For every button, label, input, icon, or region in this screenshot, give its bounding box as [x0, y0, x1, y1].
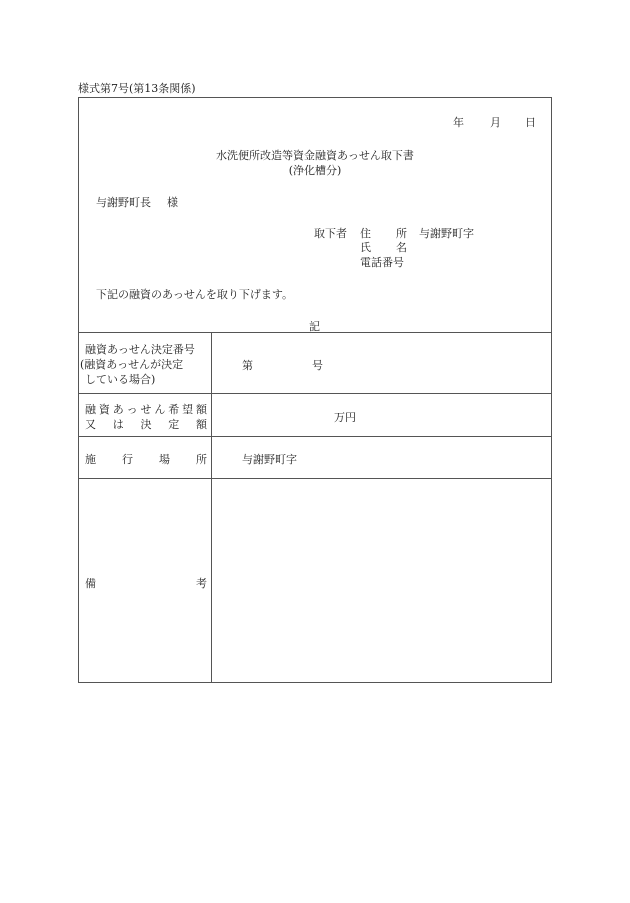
location-label	[85, 451, 207, 467]
address-label-1: 住	[360, 227, 371, 240]
location-label-char: 行	[122, 453, 133, 466]
amount-label-char: 希	[168, 403, 180, 416]
remarks-label-char: 考	[196, 577, 207, 590]
amount-label-char: 決	[140, 418, 152, 431]
document-title: 水洗便所改造等資金融資あっせん取下書	[216, 149, 414, 162]
document-subtitle: (浄化槽分)	[288, 164, 342, 177]
column-divider	[211, 332, 212, 683]
amount-label-1	[85, 401, 207, 417]
amount-label-char: は	[112, 418, 124, 431]
withdrawal-statement: 下記の融資のあっせんを取り下げます。	[96, 288, 294, 301]
decision-number-prefix: 第	[242, 359, 253, 372]
remarks-label	[85, 575, 207, 591]
divider-2	[78, 393, 552, 394]
ki-label: 記	[309, 320, 320, 333]
addressee-name: 与謝野町長	[96, 196, 151, 209]
form-frame	[78, 97, 552, 683]
address-label-2: 所	[396, 227, 407, 240]
amount-label-char: 定	[168, 418, 180, 431]
amount-label-char: 望	[182, 403, 194, 416]
amount-label-char: せ	[140, 403, 152, 416]
amount-label-char: 資	[98, 403, 110, 416]
location-label-char: 場	[159, 453, 170, 466]
decision-number-label-3: している場合)	[85, 373, 156, 386]
phone-label: 電話番号	[360, 256, 404, 269]
location-label-char: 所	[196, 453, 207, 466]
decision-number-label-2: (融資あっせんが決定	[80, 358, 184, 371]
amount-label-char: 又	[85, 418, 96, 431]
decision-number-label-1: 融資あっせん決定番号	[85, 343, 195, 356]
location-label-char: 施	[85, 453, 96, 466]
amount-label-char: 額	[196, 403, 207, 416]
date-day-label: 日	[525, 116, 536, 129]
amount-label-char: 融	[85, 403, 96, 416]
amount-label-char: 額	[196, 418, 207, 431]
addressee-honorific: 様	[167, 196, 178, 209]
divider-3	[78, 436, 552, 437]
date-year-label: 年	[453, 116, 464, 129]
divider-4	[78, 478, 552, 479]
date-month-label: 月	[490, 116, 501, 129]
applicant-role-label: 取下者	[314, 227, 347, 240]
form-number: 様式第7号(第13条関係)	[78, 82, 196, 95]
name-label-1: 氏	[360, 241, 371, 254]
amount-label-2	[85, 416, 207, 432]
name-label-2: 名	[396, 241, 407, 254]
decision-number-suffix: 号	[312, 359, 323, 372]
location-value: 与謝野町字	[242, 453, 297, 466]
amount-unit: 万円	[334, 411, 356, 424]
address-value: 与謝野町字	[419, 227, 474, 240]
amount-label-char: あ	[112, 403, 124, 416]
amount-label-char: ん	[154, 403, 166, 416]
remarks-label-char: 備	[85, 577, 96, 590]
amount-label-char: っ	[126, 403, 138, 416]
